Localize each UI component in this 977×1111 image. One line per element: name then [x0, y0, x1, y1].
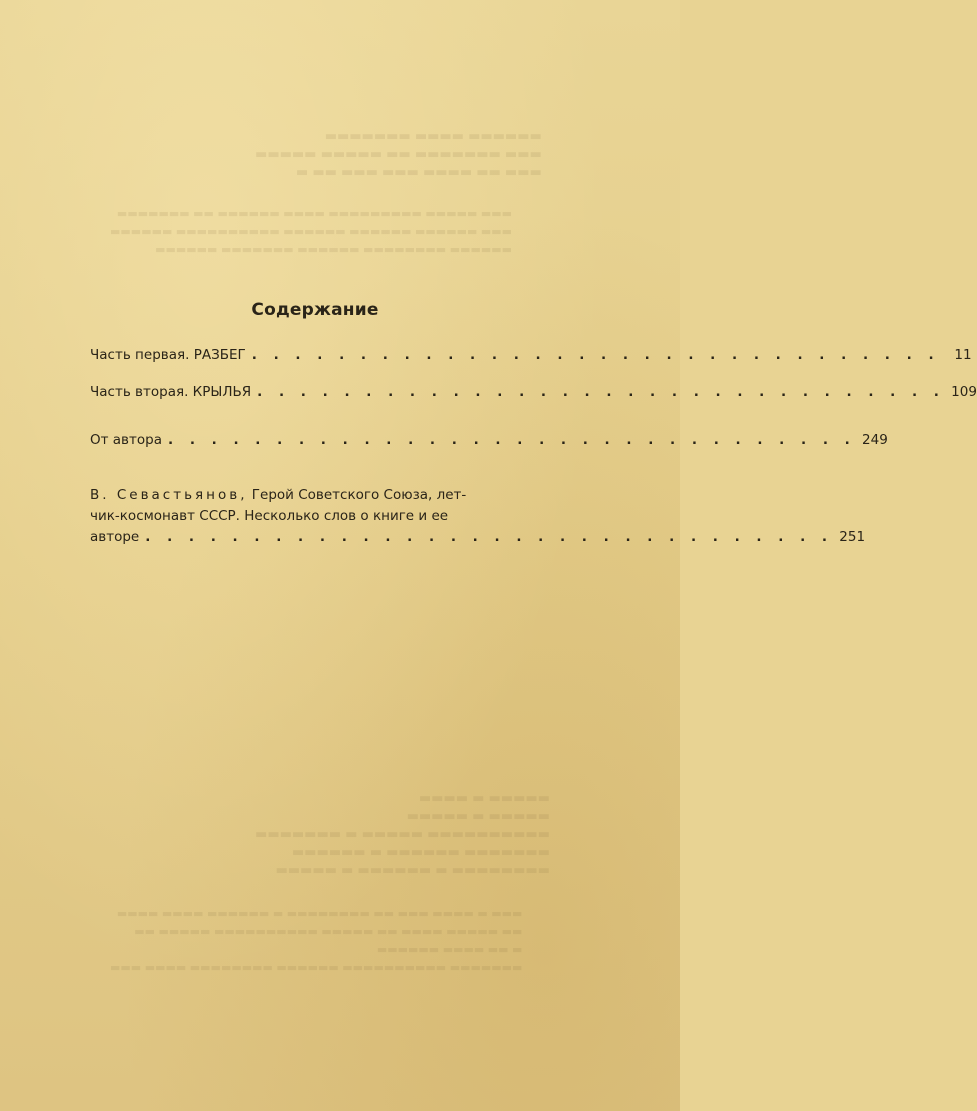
toc-entry-label: Часть вторая. КРЫЛЬЯ [90, 384, 252, 400]
toc-entry-label: Часть первая. РАЗБЕГ [90, 347, 246, 363]
toc-entry-line-2: чик-космонавт СССР. Несколько слов о книге и ее [90, 508, 449, 524]
toc-title: Содержание [251, 300, 379, 320]
toc-entry-line-1 [90, 485, 545, 506]
dot-leader: . . . . . . . . . . . . . . . . . . . . . . . . . . . . . . . . [257, 384, 945, 400]
toc-entry-page: 251 [839, 529, 866, 545]
toc-entry-part-two[interactable] [90, 382, 977, 402]
toc-entry-label: От автора [90, 432, 162, 448]
toc-entry-page: 11 [954, 347, 972, 363]
toc-entry-afterword[interactable] [90, 485, 866, 548]
show-through-bottom: ▬▬▬▬▬ ▬ ▬▬▬▬ ▬▬▬▬▬ ▬ ▬▬▬▬▬ ▬▬▬▬▬▬▬▬▬▬ ▬▬▬▬▬ ▬ ▬▬▬▬▬▬▬ ▬▬▬▬▬▬▬ ▬▬▬▬▬▬ ▬ ▬▬▬▬▬▬ ▬▬▬▬▬▬▬▬ ▬ ▬▬▬▬▬▬ ▬ ▬▬▬▬▬ [255, 791, 550, 878]
toc-entry-part-one[interactable] [90, 345, 972, 365]
toc-entry-text: Герой Советского Союза, лет- [247, 487, 467, 503]
toc-entry-page: 109 [951, 384, 977, 400]
dot-leader: . . . . . . . . . . . . . . . . . . . . . . . . . . . . . . . . [251, 347, 940, 363]
dot-leader: . . . . . . . . . . . . . . . . . . . . . . . . . . . . . . . . [167, 432, 856, 448]
show-through-top-small: ▬▬▬ ▬▬▬▬▬ ▬▬▬▬▬▬▬▬▬ ▬▬▬▬ ▬▬▬▬▬▬ ▬▬ ▬▬▬▬▬▬▬ ▬▬▬ ▬▬▬▬▬▬ ▬▬▬▬▬▬ ▬▬▬▬▬▬ ▬▬▬▬▬▬▬▬▬▬ ▬▬▬▬▬▬ ▬▬▬▬▬▬ ▬▬▬▬▬▬▬▬ ▬▬▬▬▬▬ ▬▬▬▬▬▬▬ ▬▬▬▬▬▬ [110, 207, 513, 256]
toc-entry-author: В. Севастьянов, [90, 487, 248, 503]
toc-entry-from-author[interactable] [90, 430, 888, 450]
dot-leader: . . . . . . . . . . . . . . . . . . . . . . . . . . . . . . . . [145, 529, 834, 545]
show-through-bottom-small: ▬▬▬ ▬ ▬▬▬▬ ▬▬▬ ▬▬ ▬▬▬▬▬▬▬▬ ▬ ▬▬▬▬▬▬ ▬▬▬▬ ▬▬▬▬ ▬▬ ▬▬▬▬▬ ▬▬▬▬ ▬▬ ▬▬▬▬▬ ▬▬▬▬▬▬▬▬▬▬ ▬▬▬▬▬ ▬▬ ▬ ▬▬ ▬▬▬▬ ▬▬▬▬▬▬ ▬▬▬▬▬▬▬ ▬▬▬▬▬▬▬▬▬▬ ▬▬▬▬▬▬ ▬▬▬▬▬▬▬▬ ▬▬▬▬ ▬▬▬ [110, 907, 523, 974]
toc-entry-label: авторе [90, 529, 140, 545]
show-through-top: ▬▬▬▬▬▬ ▬▬▬▬ ▬▬▬▬▬▬▬ ▬▬▬ ▬▬▬▬▬▬▬ ▬▬ ▬▬▬▬▬ ▬▬▬▬▬ ▬▬▬ ▬▬ ▬▬▬▬ ▬▬▬ ▬▬▬ ▬▬ ▬ [255, 129, 542, 180]
toc-entry-page: 249 [862, 432, 888, 448]
